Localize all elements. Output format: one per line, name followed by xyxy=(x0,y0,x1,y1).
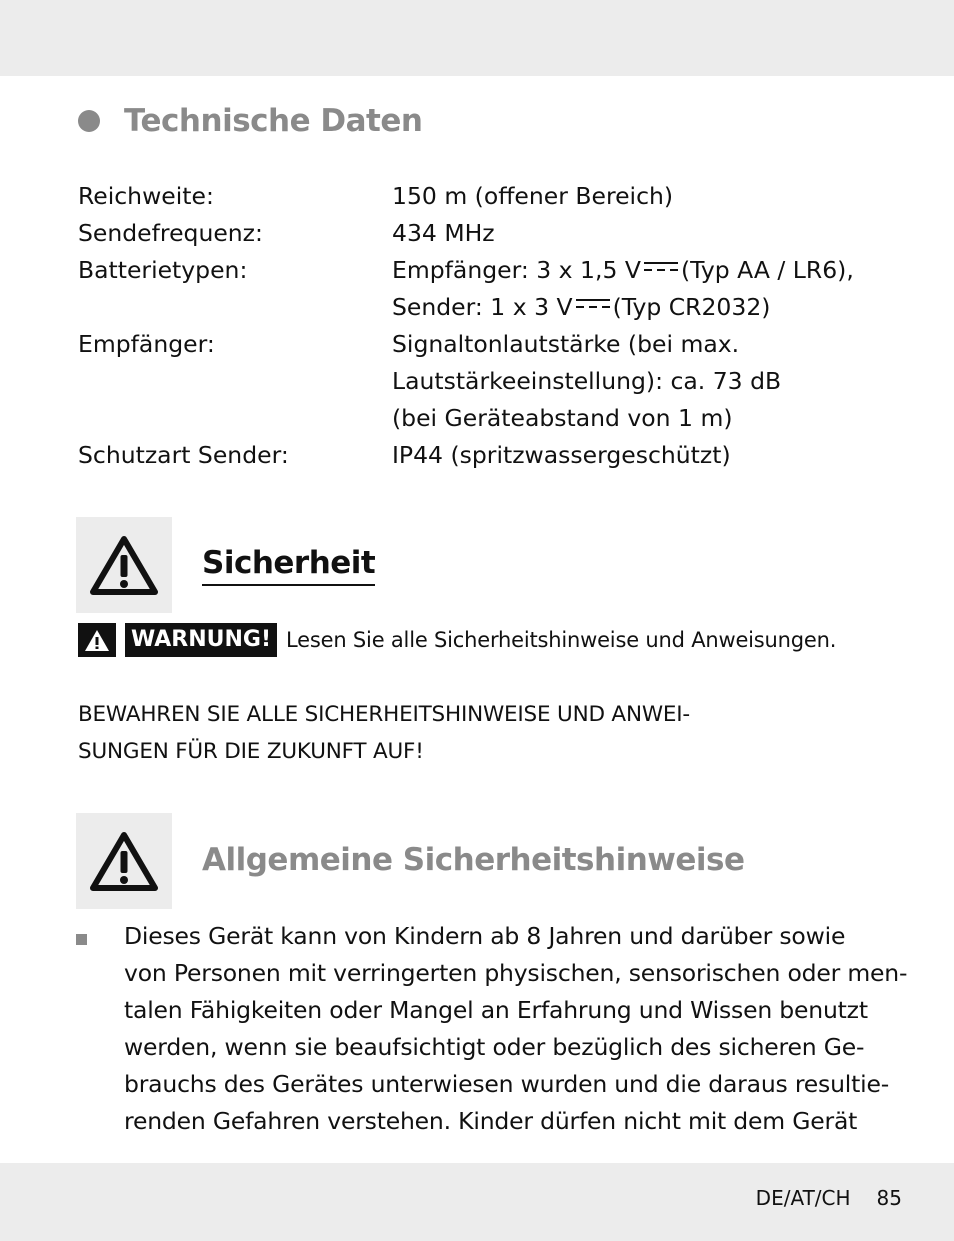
general-safety-paragraph: Dieses Gerät kann von Kindern ab 8 Jahren und darüber sowie von Personen mit verringerten physischen, sensorischen oder men- talen Fähigkeiten oder Mangel an Erfahrung und Wissen benutzt werden, wenn sie beaufsichtigt oder bezüglich des sicheren Ge- brauchs des Gerätes unterwiesen wurden und die daraus resultie- renden Gefahren verstehen. Kinder dürfen nicht mit dem Gerät xyxy=(124,922,908,1135)
battery-receiver-line: Empfänger: 3 x 1,5 V (Typ AA / LR6), xyxy=(392,256,854,284)
warning-text: Lesen Sie alle Sicherheitshinweise und Anweisungen. xyxy=(286,628,837,652)
direct-current-icon xyxy=(576,299,610,311)
warning-triangle-icon xyxy=(89,534,159,596)
square-bullet-icon xyxy=(76,934,87,945)
spec-value: IP44 (spritzwassergeschützt) xyxy=(392,441,731,469)
spec-label: Empfänger: xyxy=(78,330,215,358)
general-safety-icon-box xyxy=(76,813,172,909)
safety-icon-box xyxy=(76,517,172,613)
spec-value xyxy=(392,252,854,326)
warning-triangle-icon xyxy=(89,830,159,892)
spec-value: Signaltonlautstärke (bei max. Lautstärkeeinstellung): ca. 73 dB (bei Geräteabstand von 1 m) xyxy=(392,330,782,432)
safety-heading: Sicherheit xyxy=(202,543,375,586)
spec-label: Batterietypen: xyxy=(78,256,248,284)
technical-data-heading xyxy=(78,100,422,142)
warning-triangle-icon xyxy=(78,623,116,657)
keep-instructions-notice: BEWAHREN SIE ALLE SICHERHEITSHINWEISE UND ANWEI- SUNGEN FÜR DIE ZUKUNFT AUF! xyxy=(78,702,690,764)
technical-data-title: Technische Daten xyxy=(124,103,423,139)
warning-line xyxy=(78,622,836,658)
spec-label: Schutzart Sender: xyxy=(78,441,289,469)
circle-bullet-icon xyxy=(78,110,100,132)
page-number: 85 xyxy=(876,1186,902,1210)
header-band xyxy=(0,0,954,76)
spec-label: Sendefrequenz: xyxy=(78,219,263,247)
warning-badge: WARNUNG! xyxy=(125,623,277,657)
page-footer xyxy=(756,1186,902,1210)
footer-region: DE/AT/CH xyxy=(755,1186,851,1210)
spec-label: Reichweite: xyxy=(78,182,214,210)
battery-sender-line: Sender: 1 x 3 V (Typ CR2032) xyxy=(392,293,771,321)
general-safety-heading: Allgemeine Sicherheitshinweise xyxy=(202,842,745,878)
direct-current-icon xyxy=(644,262,678,274)
spec-value: 150 m (offener Bereich) xyxy=(392,182,674,210)
spec-value: 434 MHz xyxy=(392,219,495,247)
